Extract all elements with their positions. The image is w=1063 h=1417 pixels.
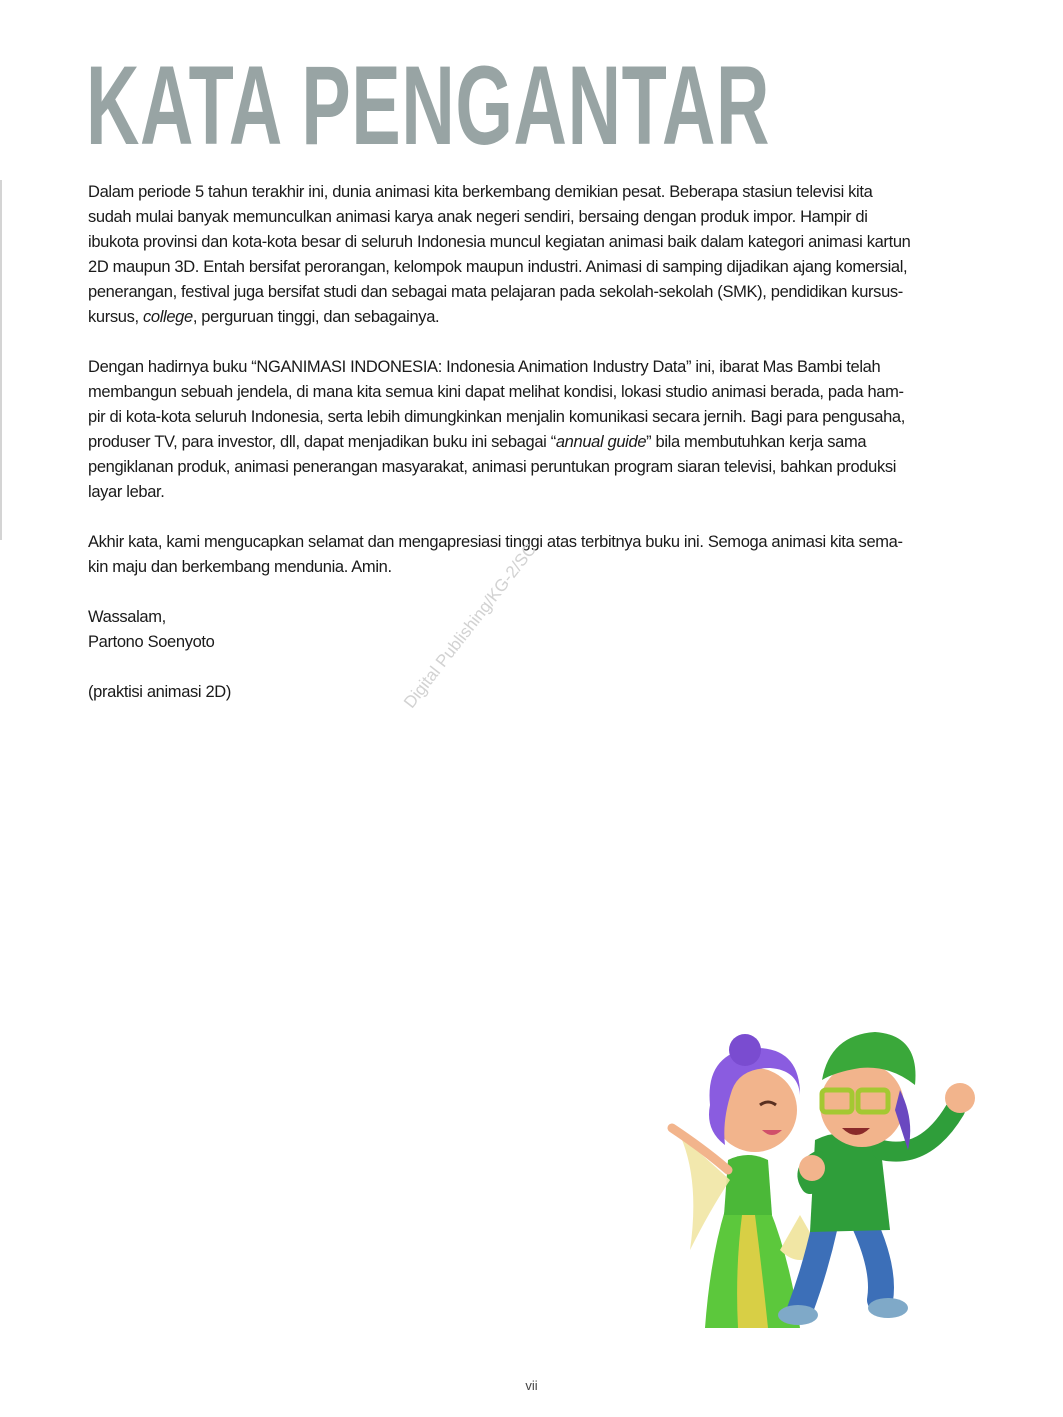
text-line: layar lebar. bbox=[88, 483, 165, 501]
text-line: pengiklanan produk, animasi penerangan masyarakat, animasi peruntukan program siaran televisi, bahkan produksi bbox=[88, 458, 897, 476]
italic-term: annual guide bbox=[555, 433, 647, 451]
watermark: Digital Publishing/KG-2/SC bbox=[400, 539, 541, 712]
page-title: KATA PENGANTAR bbox=[86, 43, 771, 168]
boy-leg-right bbox=[865, 1225, 881, 1300]
girl-bodice bbox=[724, 1155, 772, 1215]
text-line: Dengan hadirnya buku “NGANIMASI INDONESIA: Indonesia Animation Industry Data” ini, ibarat Mas Bambi telah bbox=[88, 358, 881, 376]
author-name: Partono Soenyoto bbox=[88, 633, 215, 651]
salutation: Wassalam, bbox=[88, 608, 166, 626]
paragraph-2 bbox=[88, 355, 988, 505]
text-line: Akhir kata, kami mengucapkan selamat dan mengapresiasi tinggi atas terbitnya buku ini. Semoga animasi kita sema- bbox=[88, 533, 903, 551]
text-segment: ” bila membutuhkan kerja sama bbox=[646, 433, 867, 451]
text-line bbox=[88, 430, 988, 455]
text-line: kin maju dan berkembang mendunia. Amin. bbox=[88, 558, 392, 576]
girl-hair-bun bbox=[729, 1034, 761, 1066]
text-line bbox=[88, 305, 988, 330]
foreword-body bbox=[88, 180, 988, 730]
text-segment: , perguruan tinggi, dan sebagainya. bbox=[192, 308, 440, 326]
text-line: sudah mulai banyak memunculkan animasi karya anak negeri sendiri, bersaing dengan produk impor. Hampir di bbox=[88, 208, 868, 226]
text-line: ibukota provinsi dan kota-kota besar di seluruh Indonesia muncul kegiatan animasi baik dalam kategori animasi kartun bbox=[88, 233, 911, 251]
text-segment: kursus, bbox=[88, 308, 143, 326]
text-line: penerangan, festival juga bersifat studi dan sebagai mata pelajaran pada sekolah-sekolah (SMK), pendidikan kursus- bbox=[88, 283, 903, 301]
paragraph-1 bbox=[88, 180, 988, 330]
italic-term: college bbox=[142, 308, 193, 326]
left-margin-rule bbox=[0, 180, 2, 540]
author-role bbox=[88, 680, 988, 705]
closing-block bbox=[88, 605, 988, 655]
page-number: vii bbox=[525, 1378, 538, 1393]
text-line: 2D maupun 3D. Entah bersifat perorangan, kelompok maupun industri. Animasi di samping dijadikan ajang komersial, bbox=[88, 258, 908, 276]
boy-head bbox=[820, 1063, 904, 1147]
boy-hand-left bbox=[799, 1155, 825, 1181]
dancing-couple-illustration-icon bbox=[650, 1010, 990, 1340]
text-line: pir di kota-kota seluruh Indonesia, serta lebih dimungkinkan menjalin komunikasi secara jernih. Bagi para pengusaha, bbox=[88, 408, 905, 426]
boy-hand-right bbox=[945, 1083, 975, 1113]
text-line: membangun sebuah jendela, di mana kita semua kini dapat melihat kondisi, lokasi studio animasi berada, pada ham- bbox=[88, 383, 904, 401]
text-line: Dalam periode 5 tahun terakhir ini, dunia animasi kita berkembang demikian pesat. Beberapa stasiun televisi kita bbox=[88, 183, 873, 201]
boy-shoe-right bbox=[868, 1298, 908, 1318]
author-role-text: (praktisi animasi 2D) bbox=[88, 683, 232, 701]
boy-shoe-left bbox=[778, 1305, 818, 1325]
text-segment: produser TV, para investor, dll, dapat menjadikan buku ini sebagai “ bbox=[88, 433, 556, 451]
